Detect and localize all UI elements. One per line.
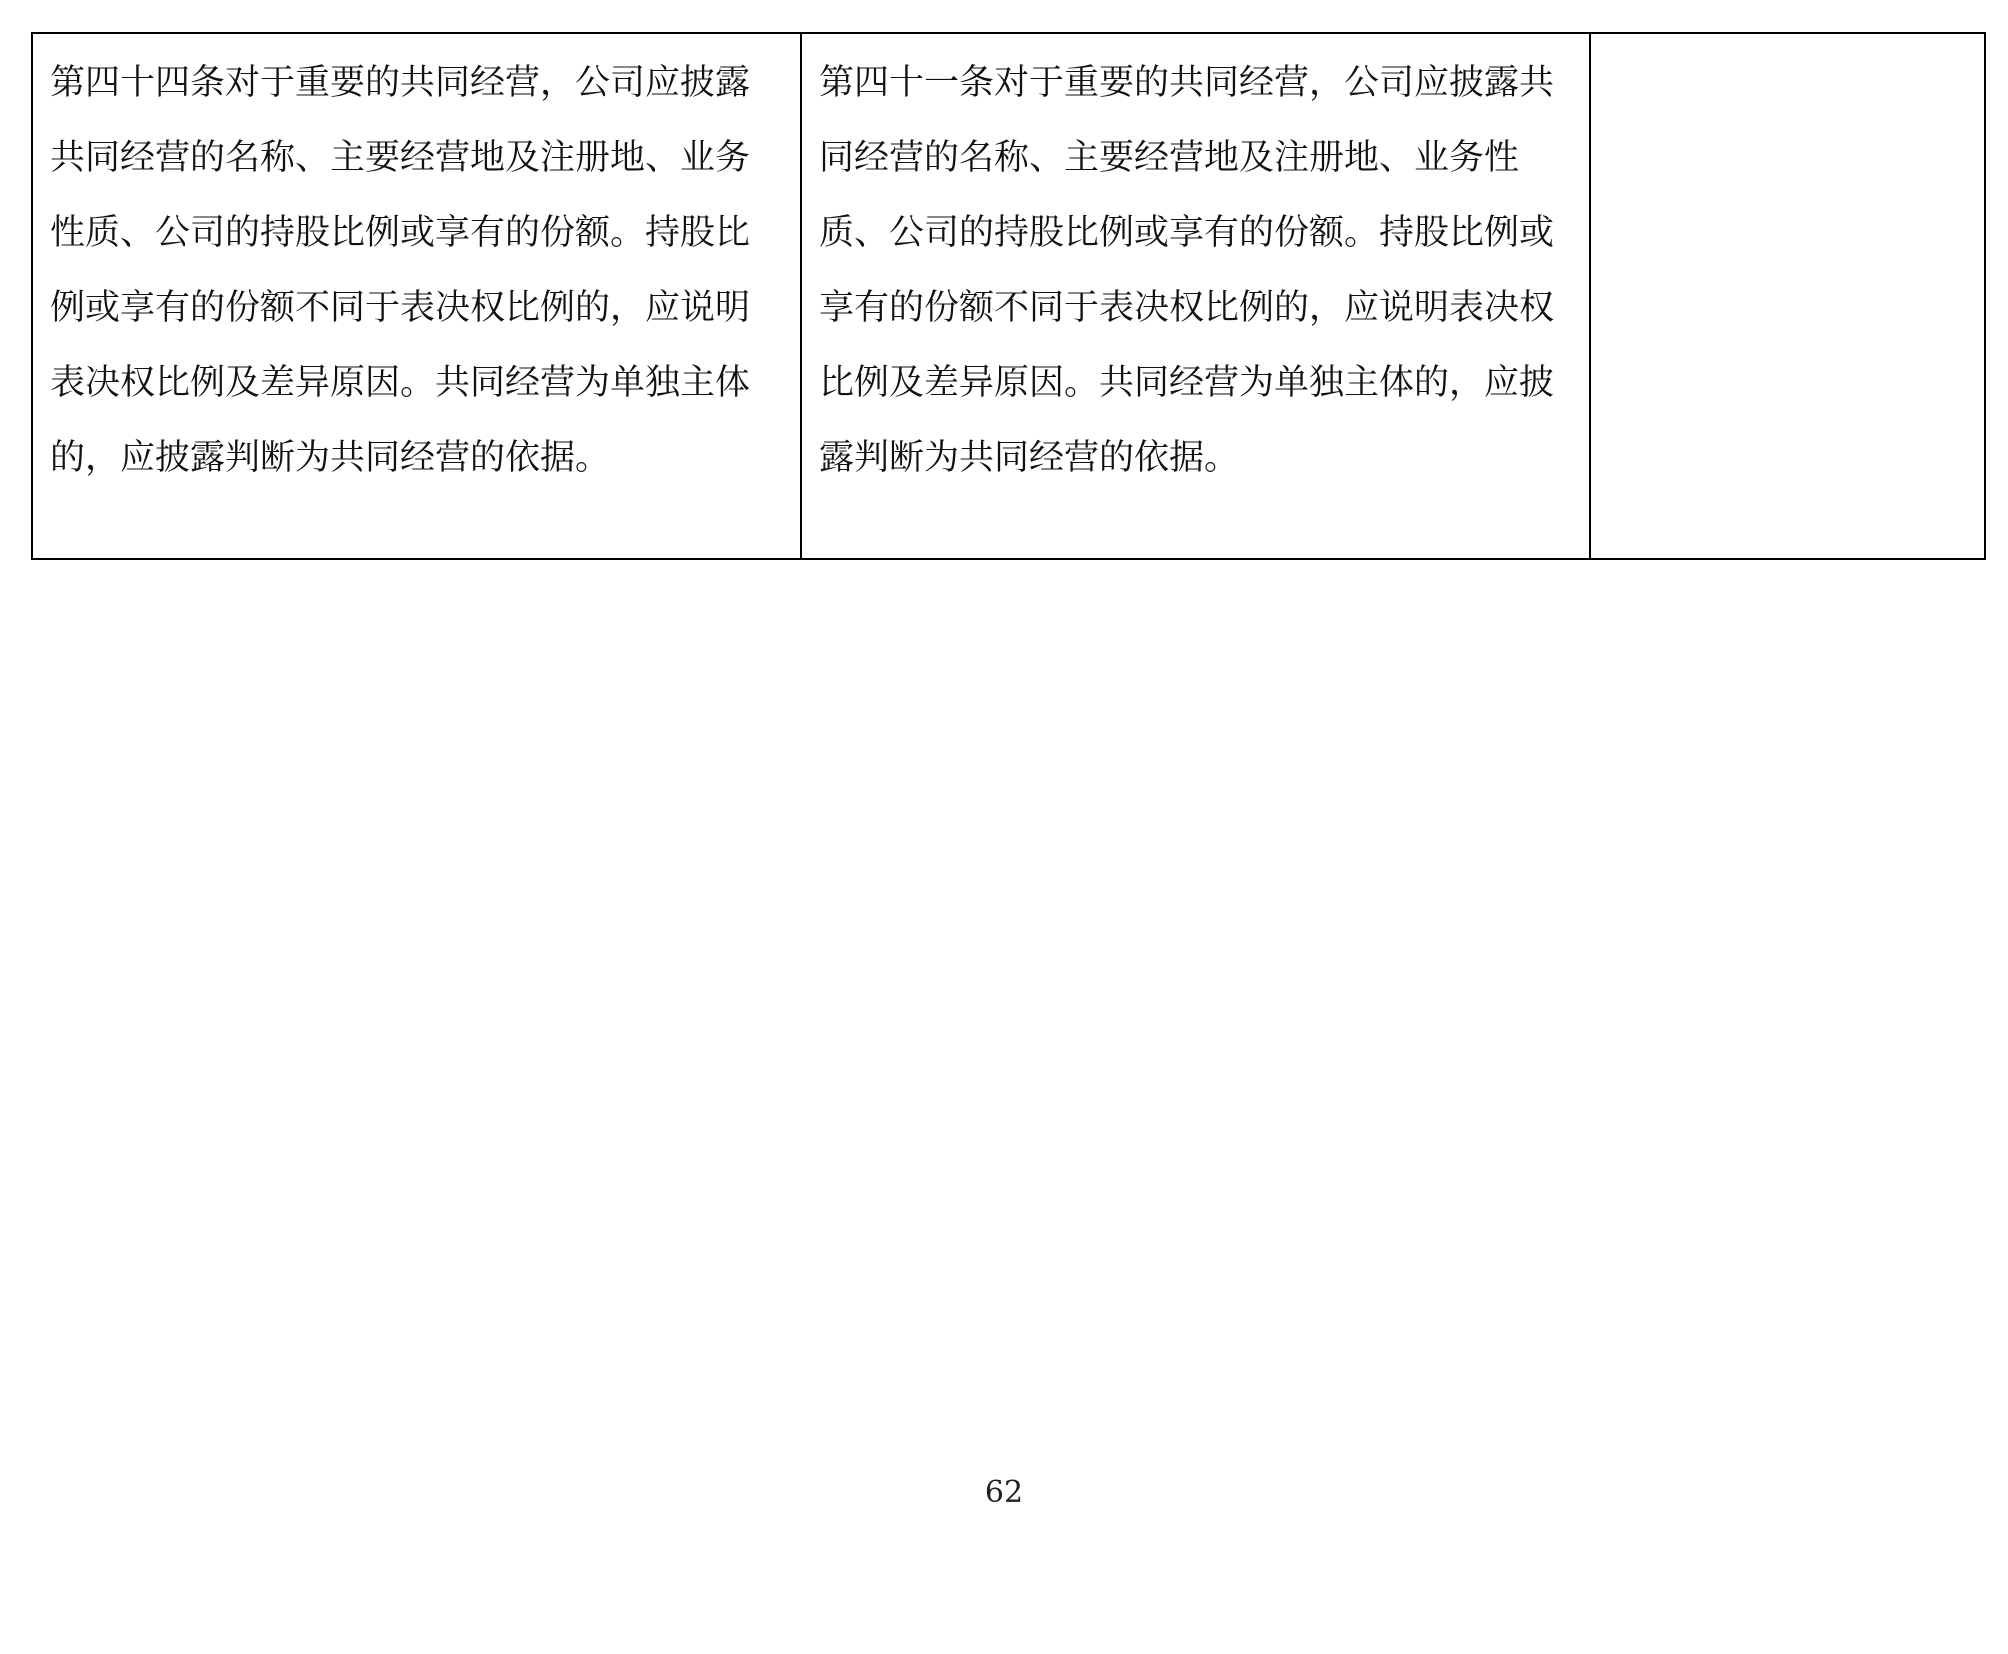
table-cell-original-text [801,33,1590,559]
comparison-table [31,32,1986,560]
page-number: 62 [984,1475,1024,1510]
table-cell-revised-text [32,33,801,559]
table-row [32,33,1985,559]
revised-article-text: 第四十四条对于重要的共同经营，公司应披露共同经营的名称、主要经营地及注册地、业务性质、公司的持股比例或享有的份额。持股比例或享有的份额不同于表决权比例的，应说明表决权比例及差异原因。共同经营为单独主体的，应披露判断为共同经营的依据。 [50,63,751,478]
notes-text [1591,34,1984,46]
table-cell-notes [1590,33,1985,559]
original-article-text: 第四十一条对于重要的共同经营，公司应披露共同经营的名称、主要经营地及注册地、业务性质、公司的持股比例或享有的份额。持股比例或享有的份额不同于表决权比例的，应说明表决权比例及差异原因。共同经营为单独主体的，应披露判断为共同经营的依据。 [819,63,1555,478]
